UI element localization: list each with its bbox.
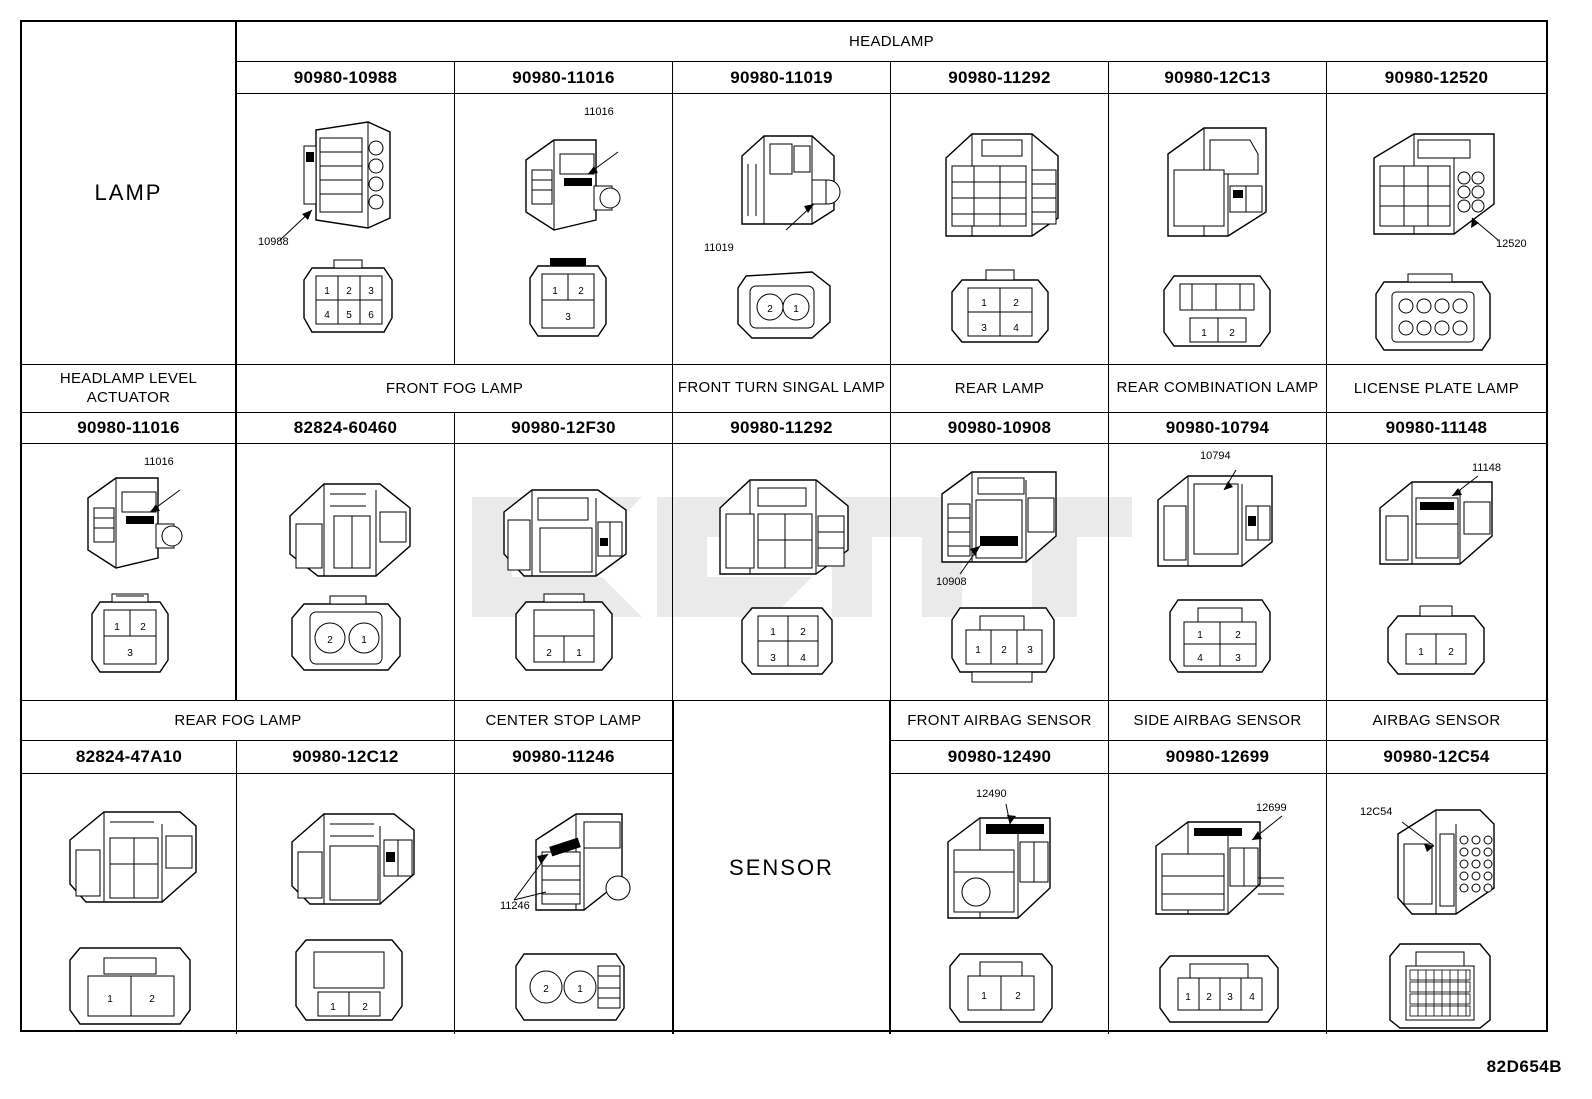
connector-drawing (44, 780, 224, 1030)
svg-text:3: 3 (1235, 653, 1241, 664)
svg-text:1: 1 (975, 645, 981, 656)
part-number-cell (1109, 412, 1327, 444)
svg-text:2: 2 (346, 286, 352, 297)
part-number-text: 90980-12C12 (292, 747, 399, 766)
sheet-code (1487, 1057, 1562, 1077)
part-number-cell (673, 412, 891, 444)
part-number-text: 90980-11292 (730, 418, 833, 437)
part-number-text: 90980-11148 (1385, 418, 1488, 437)
svg-text:5: 5 (346, 310, 352, 321)
part-number-text: 90980-12490 (947, 747, 1052, 766)
svg-text:1: 1 (576, 648, 582, 659)
callout-label: 12699 (1256, 802, 1287, 814)
svg-text:2: 2 (1001, 645, 1007, 656)
svg-text:1: 1 (1418, 647, 1424, 658)
svg-text:2: 2 (1015, 991, 1021, 1002)
group-label-lamp-text: LAMP (94, 180, 163, 205)
svg-text:3: 3 (368, 286, 374, 297)
svg-text:3: 3 (565, 312, 571, 323)
svg-text:2: 2 (1013, 298, 1019, 309)
part-number-cell (237, 62, 455, 94)
callout-label: 10794 (1200, 450, 1231, 462)
callout-label: 11246 (500, 900, 530, 912)
row-label-text: HEADLAMP LEVEL ACTUATOR (59, 369, 198, 406)
svg-text:1: 1 (1201, 328, 1207, 339)
row-label-cell (237, 364, 673, 412)
svg-text:4: 4 (324, 310, 330, 321)
svg-text:1: 1 (793, 304, 799, 315)
callout-label: 12490 (976, 788, 1007, 800)
svg-text:1: 1 (577, 984, 583, 995)
connector-drawing (1350, 780, 1530, 1030)
svg-text:4: 4 (800, 653, 806, 664)
part-number-text: 90980-11292 (948, 67, 1051, 87)
connector-drawing (258, 100, 438, 360)
svg-text:1: 1 (552, 286, 558, 297)
connector-drawing (694, 100, 874, 360)
sheet-code-text: 82D654B (1486, 1057, 1562, 1076)
svg-text:2: 2 (543, 984, 549, 995)
row-label-cell (891, 700, 1109, 740)
connector-drawing (476, 100, 656, 360)
connector-drawing (1132, 780, 1312, 1030)
svg-text:2: 2 (546, 648, 552, 659)
svg-text:1: 1 (361, 635, 367, 646)
svg-text:2: 2 (1235, 630, 1241, 641)
connector-drawing (914, 780, 1094, 1030)
part-number-text: 90980-11246 (512, 747, 615, 766)
row-label-cell (455, 700, 673, 740)
callout-label: 10988 (258, 236, 289, 248)
svg-text:1: 1 (1197, 630, 1203, 641)
part-number-text: 90980-11019 (730, 67, 833, 87)
row-label-text: CENTER STOP LAMP (485, 712, 642, 729)
part-number-text: 90980-10908 (947, 418, 1052, 437)
part-number-cell (1109, 62, 1327, 94)
part-number-text: 90980-11016 (512, 67, 615, 87)
part-number-text: 90980-11016 (77, 418, 180, 437)
svg-text:3: 3 (1027, 645, 1033, 656)
callout-label: 11016 (584, 106, 614, 118)
svg-text:4: 4 (1013, 323, 1019, 334)
part-number-cell (1327, 740, 1546, 774)
svg-text:2: 2 (1229, 328, 1235, 339)
row-label-text: AIRBAG SENSOR (1372, 712, 1501, 729)
part-number-cell (22, 412, 237, 444)
part-number-text: 82824-47A10 (75, 747, 183, 766)
part-number-cell (891, 62, 1109, 94)
row-label-cell (1109, 364, 1327, 412)
svg-text:2: 2 (1448, 647, 1454, 658)
svg-text:1: 1 (330, 1002, 336, 1013)
callout-label: 11148 (1472, 462, 1501, 474)
part-number-text: 82824-60460 (293, 418, 398, 437)
part-number-cell (673, 62, 891, 94)
connector-drawing (1348, 100, 1528, 360)
svg-text:3: 3 (1227, 992, 1233, 1003)
row-label-cell (22, 700, 455, 740)
row-label-text: SIDE AIRBAG SENSOR (1133, 712, 1302, 729)
section-header-headlamp (237, 22, 1546, 62)
group-label-sensor-text: SENSOR (729, 854, 834, 880)
part-number-cell (237, 740, 455, 774)
part-number-cell (1327, 62, 1546, 94)
callout-label: 11016 (144, 456, 174, 468)
row-label-cell (1109, 700, 1327, 740)
row-label-cell (673, 364, 891, 412)
svg-text:2: 2 (1206, 992, 1212, 1003)
connector-drawing (696, 450, 876, 698)
part-number-cell (455, 62, 673, 94)
part-number-cell (455, 740, 673, 774)
part-number-text: 90980-12F30 (511, 418, 616, 437)
connector-drawing (262, 780, 442, 1030)
diagram-sheet (20, 20, 1548, 1032)
svg-text:2: 2 (767, 304, 773, 315)
row-label-text: FRONT AIRBAG SENSOR (907, 712, 1092, 729)
row-label-text: REAR FOG LAMP (174, 712, 302, 729)
svg-text:4: 4 (1249, 992, 1255, 1003)
svg-text:3: 3 (981, 323, 987, 334)
svg-text:1: 1 (324, 286, 330, 297)
group-label-sensor (673, 700, 891, 1034)
svg-text:2: 2 (149, 994, 155, 1005)
callout-label: 12C54 (1360, 806, 1393, 818)
part-number-cell (237, 412, 455, 444)
svg-text:2: 2 (327, 635, 333, 646)
svg-text:6: 6 (368, 310, 374, 321)
svg-text:1: 1 (981, 298, 987, 309)
section-header-headlamp-text: HEADLAMP (849, 33, 934, 50)
connector-drawing (44, 450, 224, 698)
svg-text:2: 2 (578, 286, 584, 297)
svg-text:3: 3 (127, 648, 133, 659)
connector-drawing (912, 100, 1092, 360)
svg-text:2: 2 (362, 1002, 368, 1013)
connector-drawing (1350, 450, 1530, 698)
row-label-cell (22, 364, 237, 412)
part-number-text: 90980-12520 (1384, 67, 1489, 87)
row-label-text: FRONT FOG LAMP (385, 380, 524, 397)
row-label-cell (891, 364, 1109, 412)
row-label-cell (1327, 700, 1546, 740)
row-label-text: REAR LAMP (954, 380, 1045, 397)
part-number-text: 90980-12C13 (1164, 67, 1271, 87)
connector-drawing (1130, 100, 1310, 360)
row-label-text: FRONT TURN SINGAL LAMP (677, 379, 886, 397)
svg-text:3: 3 (770, 653, 776, 664)
row-label-cell (1327, 364, 1546, 412)
part-number-text: 90980-10794 (1165, 418, 1270, 437)
part-number-text: 90980-12C54 (1383, 747, 1490, 766)
svg-text:1: 1 (1185, 992, 1191, 1003)
connector-drawing (914, 450, 1094, 698)
svg-text:1: 1 (981, 991, 987, 1002)
part-number-cell (1327, 412, 1546, 444)
svg-text:2: 2 (140, 622, 146, 633)
row-label-text: REAR COMBINATION LAMP (1116, 379, 1319, 397)
svg-text:1: 1 (770, 627, 776, 638)
part-number-text: 90980-10988 (293, 67, 398, 87)
part-number-cell (891, 412, 1109, 444)
svg-text:2: 2 (800, 627, 806, 638)
connector-drawing (478, 450, 658, 698)
svg-text:1: 1 (107, 994, 113, 1005)
svg-text:1: 1 (114, 622, 120, 633)
part-number-cell (22, 740, 237, 774)
part-number-text: 90980-12699 (1165, 747, 1270, 766)
part-number-cell (891, 740, 1109, 774)
connector-drawing (480, 780, 660, 1030)
callout-label: 11019 (704, 242, 734, 254)
part-number-cell (1109, 740, 1327, 774)
connector-drawing (1132, 450, 1312, 698)
part-number-cell (455, 412, 673, 444)
callout-label: 12520 (1496, 238, 1527, 250)
svg-text:4: 4 (1197, 653, 1203, 664)
row-label-text: LICENSE PLATE LAMP (1353, 380, 1520, 397)
group-label-lamp (22, 22, 237, 364)
connector-drawing (260, 450, 440, 698)
callout-label: 10908 (936, 576, 967, 588)
